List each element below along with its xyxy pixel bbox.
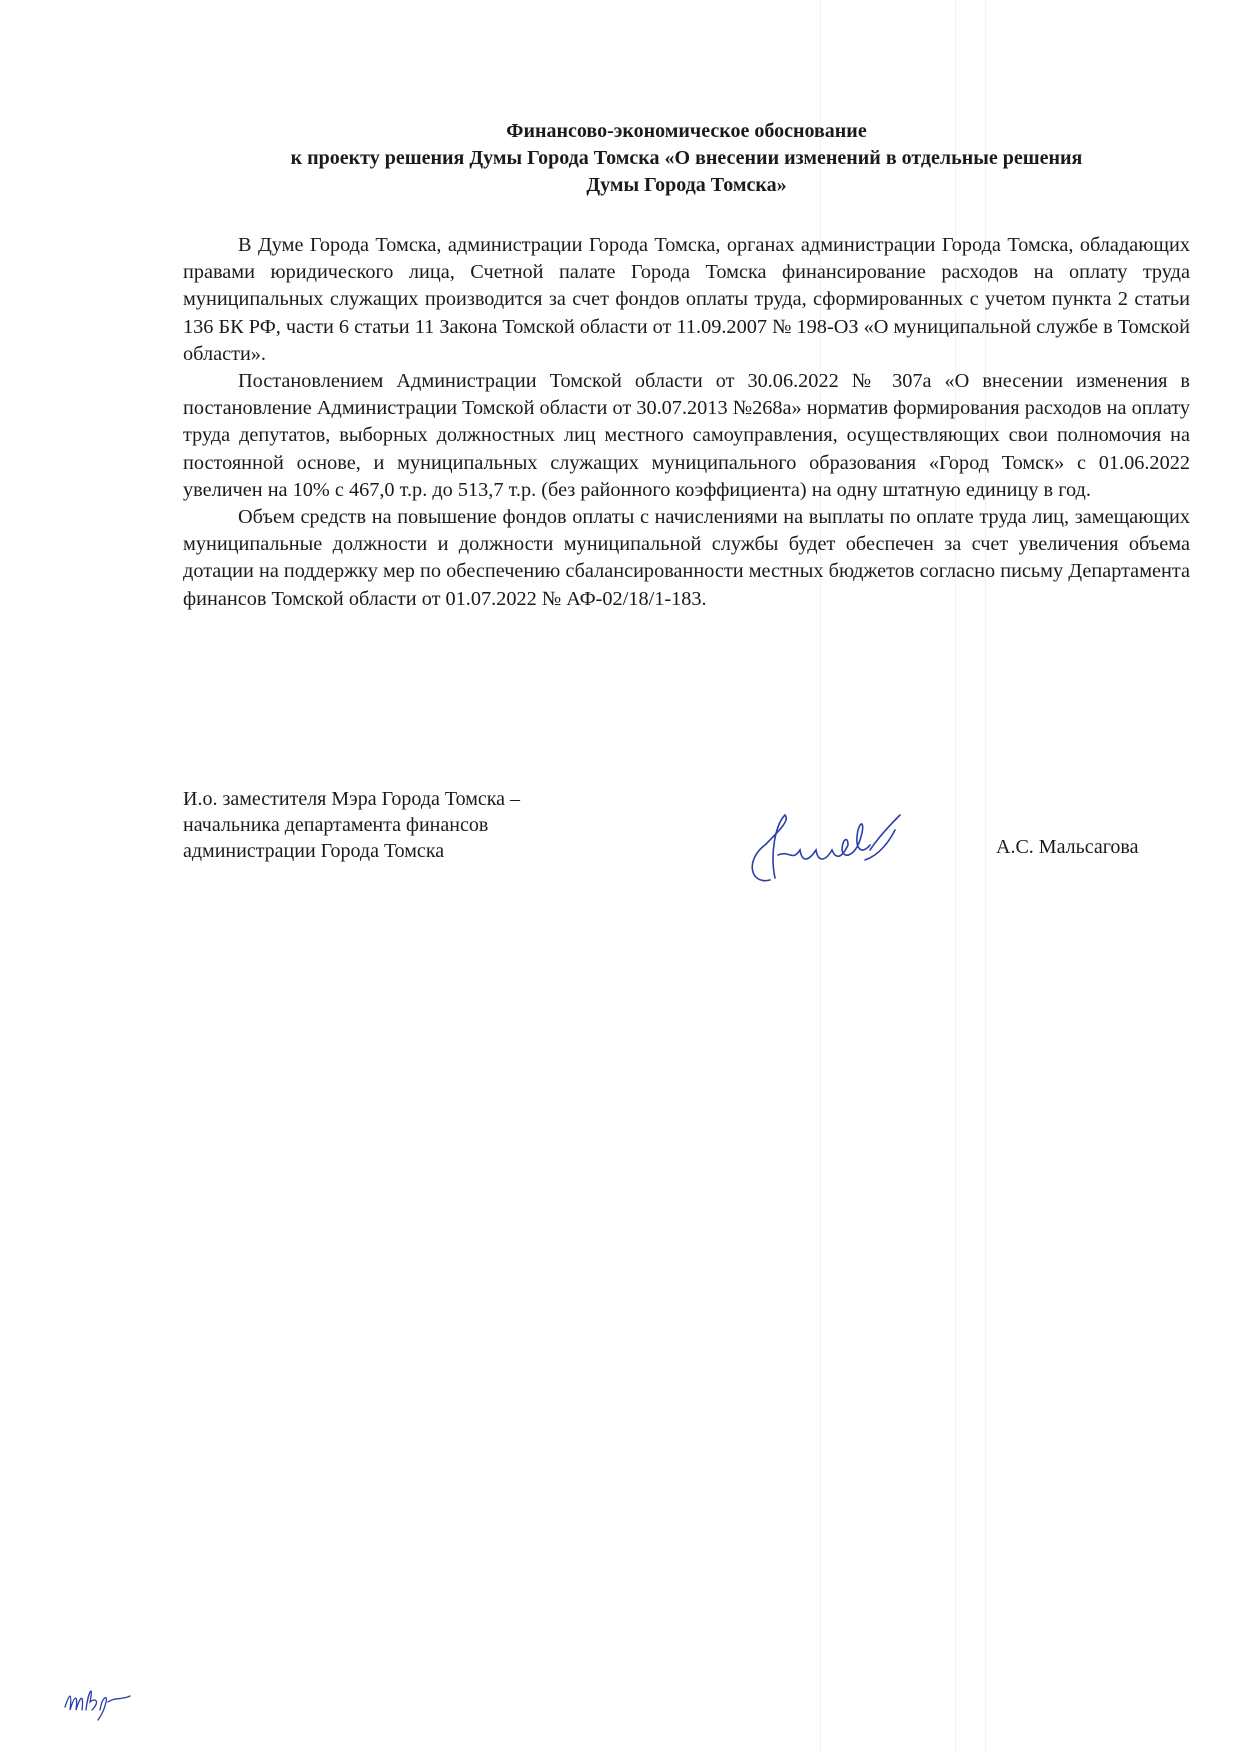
signer-line: И.о. заместителя Мэра Города Томска – xyxy=(183,788,521,810)
paragraph: В Думе Города Томска, администрации Города Томска, органах администрации Города Томска, обладающих правами юридического лица, Счетной палате Города Томска финансирование расходов на оплату труда муниципальных служащих производится за счет фондов оплаты труда, сформированных с учетом пункта 2 статьи 136 БК РФ, части 6 статьи 11 Закона Томской области от 11.09.2007 № 198-ОЗ «О муниципальной службе в Томской области». xyxy=(183,234,1190,365)
title-line: Финансово-экономическое обоснование xyxy=(506,120,867,142)
signer-position xyxy=(183,786,520,864)
handwritten-signature xyxy=(730,800,950,890)
title-line: Думы Города Томска» xyxy=(586,174,787,196)
title-line: к проекту решения Думы Города Томска «О внесении изменений в отдельные решения xyxy=(290,147,1083,169)
handwritten-initials xyxy=(60,1672,160,1722)
paragraph: Объем средств на повышение фондов оплаты с начислениями на выплаты по оплате труда лиц, замещающих муниципальные должности и должности муниципальной службы будет обеспечен за счет увеличения объема дотации на поддержку мер по обеспечению сбалансированности местных бюджетов согласно письму Департамента финансов Томской области от 01.07.2022 № АФ-02/18/1-183. xyxy=(183,506,1190,610)
signer-line: начальника департамента финансов xyxy=(183,814,489,836)
document-body xyxy=(183,232,1190,613)
signer-line: администрации Города Томска xyxy=(183,840,445,862)
document-title xyxy=(183,118,1190,199)
signer-name: А.С. Мальсагова xyxy=(996,836,1139,858)
paragraph: Постановлением Администрации Томской области от 30.06.2022 № 307а «О внесении изменения в постановление Администрации Томской области от 30.07.2013 №268а» норматив формирования расходов на оплату труда депутатов, выборных должностных лиц местного самоуправления, осуществляющих свои полномочия на постоянной основе, и муниципальных служащих муниципального образования «Город Томск» с 01.06.2022 увеличен на 10% с 467,0 т.р. до 513,7 т.р. (без районного коэффициента) на одну штатную единицу в год. xyxy=(183,370,1190,501)
